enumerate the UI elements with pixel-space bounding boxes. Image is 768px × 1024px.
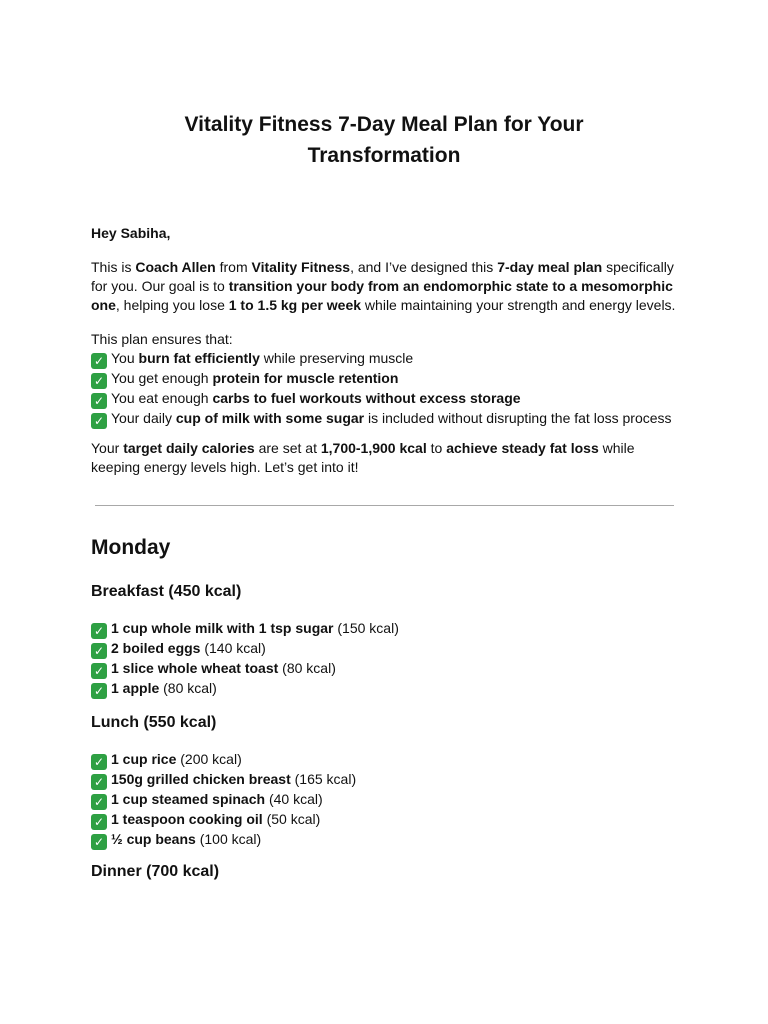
food-kcal: (80 kcal) [163, 680, 217, 696]
check-mark-icon: ✓ [91, 623, 107, 639]
food-name: 150g grilled chicken breast [111, 771, 291, 787]
plan-ensures-section [91, 330, 681, 429]
list-item [91, 750, 356, 770]
intro-text: specifically for you. Our goal is to [91, 259, 674, 294]
food-kcal: (50 kcal) [266, 811, 321, 827]
goal-text: transition your body from an endomorphic state to a mesomorphic one [91, 278, 673, 313]
weight-loss-rate: 1 to 1.5 kg per week [228, 297, 362, 313]
list-item [91, 830, 356, 850]
ensures-item [91, 409, 681, 429]
dinner-heading: Dinner (700 kcal) [91, 863, 220, 880]
check-mark-icon: ✓ [91, 834, 107, 850]
ensures-item-bold: carbs to fuel workouts without excess storage [212, 390, 521, 406]
target-text: while keeping energy levels high. Let’s get into it! [91, 440, 635, 475]
ensures-item-bold: protein for muscle retention [212, 370, 399, 386]
gym-name: Vitality Fitness [251, 259, 351, 275]
check-mark-icon: ✓ [91, 774, 107, 790]
check-mark-icon: ✓ [91, 794, 107, 810]
list-item [91, 659, 399, 679]
breakfast-heading: Breakfast (450 kcal) [91, 583, 242, 600]
list-item [91, 679, 399, 699]
food-kcal: (100 kcal) [199, 831, 262, 847]
breakfast-list [91, 619, 399, 699]
coach-name: Coach Allen [135, 259, 216, 275]
document-title: Vitality Fitness 7-Day Meal Plan for Your Transformation [184, 113, 584, 167]
calorie-range: 1,700-1,900 kcal [320, 440, 427, 456]
intro-paragraph [91, 258, 681, 315]
ensures-item [91, 369, 681, 389]
food-name: 2 boiled eggs [111, 640, 201, 656]
check-mark-icon: ✓ [91, 643, 107, 659]
intro-text: while maintaining your strength and energy levels. [361, 297, 676, 313]
food-name: 1 cup rice [111, 751, 177, 767]
intro-text: This is [91, 259, 136, 275]
check-mark-icon: ✓ [91, 814, 107, 830]
target-text: Your [91, 440, 124, 456]
food-name: 1 cup whole milk with 1 tsp sugar [111, 620, 334, 636]
target-calories-paragraph [91, 439, 681, 477]
list-item [91, 619, 399, 639]
ensures-item-text: You eat enough [111, 390, 213, 406]
food-kcal: (80 kcal) [282, 660, 336, 676]
ensures-item [91, 389, 681, 409]
list-item [91, 790, 356, 810]
food-name: 1 cup steamed spinach [111, 791, 266, 807]
ensures-item-bold: cup of milk with some sugar [175, 410, 365, 426]
lunch-heading: Lunch (550 kcal) [91, 714, 217, 731]
ensures-item-text: You [111, 350, 139, 366]
section-divider [95, 505, 674, 506]
check-mark-icon: ✓ [91, 683, 107, 699]
ensures-item-text: You get enough [111, 370, 213, 386]
check-mark-icon: ✓ [91, 353, 107, 369]
target-bold: achieve steady fat loss [446, 440, 599, 456]
list-item [91, 770, 356, 790]
intro-text: from [215, 259, 252, 275]
check-mark-icon: ✓ [91, 663, 107, 679]
greeting: Hey Sabiha, [91, 225, 171, 241]
intro-text: , helping you lose [115, 297, 229, 313]
check-mark-icon: ✓ [91, 754, 107, 770]
list-item [91, 810, 356, 830]
food-kcal: (40 kcal) [268, 791, 323, 807]
ensures-item-bold: burn fat efficiently [138, 350, 260, 366]
food-name: 1 slice whole wheat toast [111, 660, 279, 676]
target-bold: target daily calories [123, 440, 255, 456]
day-heading-monday: Monday [91, 536, 171, 559]
lunch-list [91, 750, 356, 850]
ensures-lead: This plan ensures that: [91, 331, 233, 347]
intro-text: , and I’ve designed this [350, 259, 498, 275]
food-kcal: (200 kcal) [180, 751, 242, 767]
food-kcal: (150 kcal) [337, 620, 399, 636]
check-mark-icon: ✓ [91, 373, 107, 389]
food-name: 1 teaspoon cooking oil [111, 811, 263, 827]
target-text: to [426, 440, 447, 456]
target-text: are set at [254, 440, 321, 456]
plan-name: 7-day meal plan [497, 259, 603, 275]
ensures-item-text: Your daily [111, 410, 176, 426]
ensures-item [91, 349, 681, 369]
ensures-item-text: while preserving muscle [259, 350, 414, 366]
check-mark-icon: ✓ [91, 393, 107, 409]
food-kcal: (140 kcal) [204, 640, 266, 656]
food-kcal: (165 kcal) [294, 771, 357, 787]
ensures-item-text: is included without disrupting the fat loss process [364, 410, 672, 426]
food-name: ½ cup beans [111, 831, 196, 847]
list-item [91, 639, 399, 659]
check-mark-icon: ✓ [91, 413, 107, 429]
food-name: 1 apple [111, 680, 160, 696]
